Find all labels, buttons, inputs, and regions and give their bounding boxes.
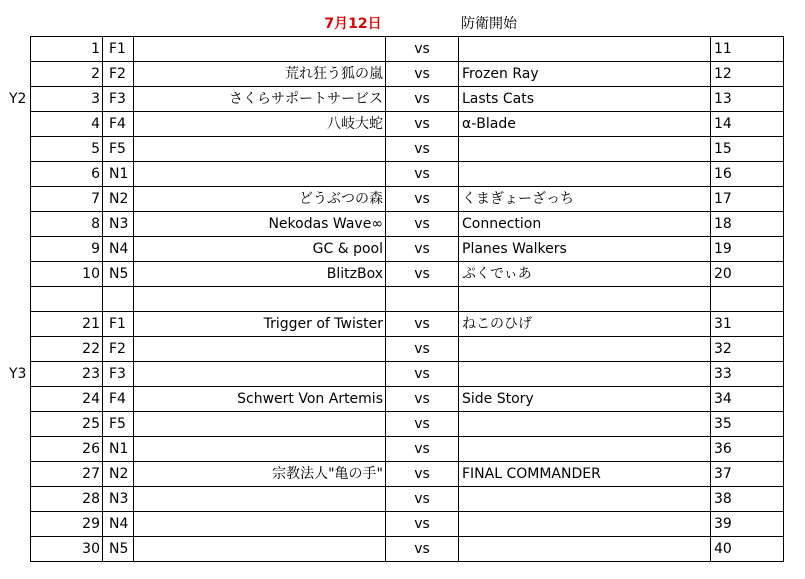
home-team-cell bbox=[134, 362, 386, 387]
away-team-cell bbox=[459, 37, 711, 62]
away-team-cell bbox=[459, 487, 711, 512]
opponent-number-cell: 18 bbox=[711, 212, 784, 237]
away-team-cell bbox=[459, 437, 711, 462]
date-header: 7月12日 bbox=[324, 16, 382, 32]
vs-cell: vs bbox=[386, 237, 459, 262]
empty-cell bbox=[459, 287, 711, 312]
vs-cell: vs bbox=[386, 212, 459, 237]
position-cell: N5 bbox=[103, 262, 134, 287]
position-cell: N2 bbox=[103, 462, 134, 487]
position-cell: F4 bbox=[103, 112, 134, 137]
table-row bbox=[31, 362, 784, 387]
table-row bbox=[31, 187, 784, 212]
away-team-cell: Planes Walkers bbox=[459, 237, 711, 262]
vs-cell: vs bbox=[386, 262, 459, 287]
match-number-cell: 7 bbox=[31, 187, 103, 212]
position-cell: F5 bbox=[103, 137, 134, 162]
match-number-cell: 6 bbox=[31, 162, 103, 187]
match-number-cell: 26 bbox=[31, 437, 103, 462]
home-team-cell bbox=[134, 162, 386, 187]
match-number-cell: 24 bbox=[31, 387, 103, 412]
home-team-cell: Nekodas Wave∞ bbox=[134, 212, 386, 237]
match-number-cell: 2 bbox=[31, 62, 103, 87]
position-cell: F2 bbox=[103, 62, 134, 87]
away-team-cell: くまぎょーざっち bbox=[459, 187, 711, 212]
away-team-cell: FINAL COMMANDER bbox=[459, 462, 711, 487]
table-row bbox=[31, 262, 784, 287]
vs-cell: vs bbox=[386, 87, 459, 112]
away-team-cell bbox=[459, 362, 711, 387]
vs-cell: vs bbox=[386, 412, 459, 437]
match-number-cell: 23 bbox=[31, 362, 103, 387]
position-cell: N3 bbox=[103, 487, 134, 512]
opponent-number-cell: 37 bbox=[711, 462, 784, 487]
table-row bbox=[31, 412, 784, 437]
vs-cell: vs bbox=[386, 137, 459, 162]
home-team-cell bbox=[134, 487, 386, 512]
position-cell: N1 bbox=[103, 162, 134, 187]
opponent-number-cell: 11 bbox=[711, 37, 784, 62]
vs-cell: vs bbox=[386, 487, 459, 512]
opponent-number-cell: 13 bbox=[711, 87, 784, 112]
home-team-cell bbox=[134, 137, 386, 162]
match-number-cell: 4 bbox=[31, 112, 103, 137]
match-number-cell: 8 bbox=[31, 212, 103, 237]
defense-start-label: 防衛開始 bbox=[461, 16, 517, 32]
match-number-cell: 1 bbox=[31, 37, 103, 62]
away-team-cell: Side Story bbox=[459, 387, 711, 412]
opponent-number-cell: 33 bbox=[711, 362, 784, 387]
home-team-cell bbox=[134, 412, 386, 437]
home-team-cell: 八岐大蛇 bbox=[134, 112, 386, 137]
away-team-cell: α-Blade bbox=[459, 112, 711, 137]
separator-row bbox=[31, 287, 784, 312]
position-cell: N2 bbox=[103, 187, 134, 212]
table-row bbox=[31, 62, 784, 87]
position-cell: N4 bbox=[103, 237, 134, 262]
opponent-number-cell: 14 bbox=[711, 112, 784, 137]
match-number-cell: 22 bbox=[31, 337, 103, 362]
opponent-number-cell: 12 bbox=[711, 62, 784, 87]
position-cell: N1 bbox=[103, 437, 134, 462]
vs-cell: vs bbox=[386, 312, 459, 337]
match-number-cell: 27 bbox=[31, 462, 103, 487]
home-team-cell bbox=[134, 437, 386, 462]
empty-cell bbox=[103, 287, 134, 312]
home-team-cell: どうぶつの森 bbox=[134, 187, 386, 212]
match-number-cell: 28 bbox=[31, 487, 103, 512]
table-row bbox=[31, 112, 784, 137]
match-number-cell: 30 bbox=[31, 537, 103, 562]
vs-cell: vs bbox=[386, 112, 459, 137]
table-row bbox=[31, 462, 784, 487]
table-row bbox=[31, 312, 784, 337]
away-team-cell bbox=[459, 162, 711, 187]
match-number-cell: 9 bbox=[31, 237, 103, 262]
table-row bbox=[31, 37, 784, 62]
away-team-cell bbox=[459, 137, 711, 162]
opponent-number-cell: 34 bbox=[711, 387, 784, 412]
table-row bbox=[31, 537, 784, 562]
home-team-cell: GC & pool bbox=[134, 237, 386, 262]
home-team-cell: さくらサポートサービス bbox=[134, 87, 386, 112]
table-row bbox=[31, 212, 784, 237]
vs-cell: vs bbox=[386, 387, 459, 412]
group-label-y3: Y3 bbox=[9, 366, 27, 382]
home-team-cell: 宗教法人"亀の手" bbox=[134, 462, 386, 487]
table-row bbox=[31, 437, 784, 462]
empty-cell bbox=[134, 287, 386, 312]
away-team-cell bbox=[459, 512, 711, 537]
match-number-cell: 21 bbox=[31, 312, 103, 337]
home-team-cell: Schwert Von Artemis bbox=[134, 387, 386, 412]
away-team-cell bbox=[459, 337, 711, 362]
opponent-number-cell: 15 bbox=[711, 137, 784, 162]
match-number-cell: 29 bbox=[31, 512, 103, 537]
position-cell: F2 bbox=[103, 337, 134, 362]
vs-cell: vs bbox=[386, 62, 459, 87]
position-cell: F3 bbox=[103, 362, 134, 387]
match-number-cell: 10 bbox=[31, 262, 103, 287]
position-cell: F4 bbox=[103, 387, 134, 412]
opponent-number-cell: 17 bbox=[711, 187, 784, 212]
opponent-number-cell: 35 bbox=[711, 412, 784, 437]
empty-cell bbox=[386, 287, 459, 312]
home-team-cell bbox=[134, 337, 386, 362]
away-team-cell: Frozen Ray bbox=[459, 62, 711, 87]
table-row bbox=[31, 137, 784, 162]
group-label-y2: Y2 bbox=[9, 91, 27, 107]
vs-cell: vs bbox=[386, 337, 459, 362]
match-number-cell: 25 bbox=[31, 412, 103, 437]
vs-cell: vs bbox=[386, 537, 459, 562]
match-table bbox=[30, 36, 784, 562]
opponent-number-cell: 36 bbox=[711, 437, 784, 462]
table-row bbox=[31, 162, 784, 187]
away-team-cell: Lasts Cats bbox=[459, 87, 711, 112]
home-team-cell bbox=[134, 512, 386, 537]
position-cell: N4 bbox=[103, 512, 134, 537]
vs-cell: vs bbox=[386, 512, 459, 537]
opponent-number-cell: 20 bbox=[711, 262, 784, 287]
home-team-cell: 荒れ狂う狐の嵐 bbox=[134, 62, 386, 87]
table-row bbox=[31, 387, 784, 412]
table-row bbox=[31, 487, 784, 512]
table-row bbox=[31, 87, 784, 112]
opponent-number-cell: 16 bbox=[711, 162, 784, 187]
opponent-number-cell: 38 bbox=[711, 487, 784, 512]
home-team-cell: Trigger of Twister bbox=[134, 312, 386, 337]
opponent-number-cell: 31 bbox=[711, 312, 784, 337]
opponent-number-cell: 40 bbox=[711, 537, 784, 562]
away-team-cell bbox=[459, 537, 711, 562]
position-cell: F1 bbox=[103, 37, 134, 62]
opponent-number-cell: 19 bbox=[711, 237, 784, 262]
vs-cell: vs bbox=[386, 437, 459, 462]
home-team-cell: BlitzBox bbox=[134, 262, 386, 287]
away-team-cell: Connection bbox=[459, 212, 711, 237]
position-cell: F5 bbox=[103, 412, 134, 437]
vs-cell: vs bbox=[386, 187, 459, 212]
away-team-cell: ぷくでぃあ bbox=[459, 262, 711, 287]
home-team-cell bbox=[134, 37, 386, 62]
position-cell: N3 bbox=[103, 212, 134, 237]
match-number-cell: 5 bbox=[31, 137, 103, 162]
away-team-cell bbox=[459, 412, 711, 437]
table-row bbox=[31, 512, 784, 537]
home-team-cell bbox=[134, 537, 386, 562]
match-number-cell: 3 bbox=[31, 87, 103, 112]
opponent-number-cell: 39 bbox=[711, 512, 784, 537]
table-row bbox=[31, 337, 784, 362]
table-row bbox=[31, 237, 784, 262]
away-team-cell: ねこのひげ bbox=[459, 312, 711, 337]
opponent-number-cell: 32 bbox=[711, 337, 784, 362]
position-cell: F1 bbox=[103, 312, 134, 337]
position-cell: N5 bbox=[103, 537, 134, 562]
vs-cell: vs bbox=[386, 162, 459, 187]
vs-cell: vs bbox=[386, 37, 459, 62]
vs-cell: vs bbox=[386, 462, 459, 487]
empty-cell bbox=[711, 287, 784, 312]
vs-cell: vs bbox=[386, 362, 459, 387]
position-cell: F3 bbox=[103, 87, 134, 112]
empty-cell bbox=[31, 287, 103, 312]
